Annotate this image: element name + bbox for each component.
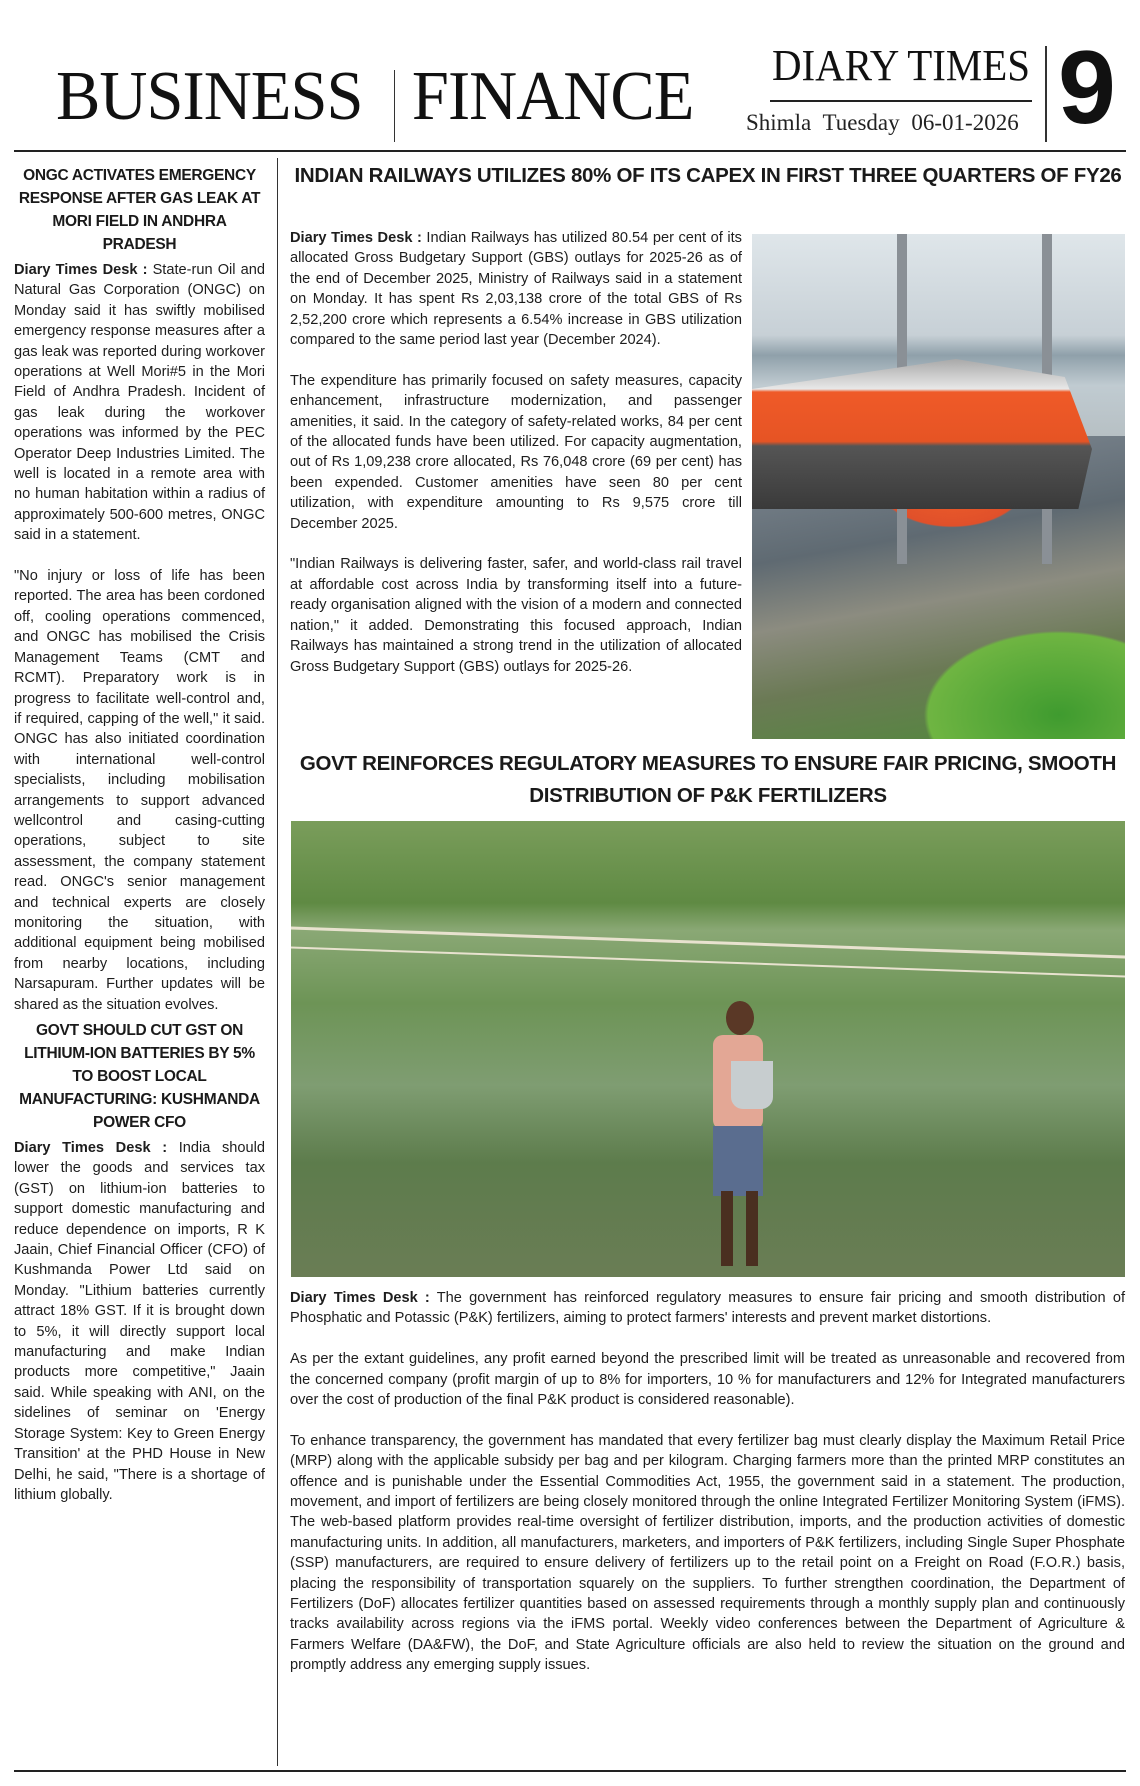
page-number-divider [1045,46,1047,142]
byline: Diary Times Desk : [14,1140,168,1157]
railways-headline: INDIAN RAILWAYS UTILIZES 80% OF ITS CAPEX IN FIRST THREE QUARTERS OF FY26 [294,164,1122,187]
top-rule [14,150,1126,152]
section-finance: FINANCE [411,58,694,135]
ongc-headline: ONGC ACTIVATES EMERGENCY RESPONSE AFTER GAS LEAK AT MORI FIELD IN ANDHRA PRADESH [18,167,261,253]
paragraph: "Indian Railways is delivering faster, safer, and world-class rail travel at affordable cost across India by transforming itself into a future-ready organisation aligned with the vision of a modern and connected nation," it added. Demonstrating this focused approach, Indian Railways has maintained a strong trend in the utilization of allocated Gross Budgetary Support (GBS) outlays for 2025-26. [290,556,742,675]
city: Shimla [746,110,812,135]
farmer-field-photo [291,821,1125,1277]
paragraph: To enhance transparency, the government has mandated that every fertilizer bag must clearly display the Maximum Retail Price (MRP) along with the applicable subsidy per bag and per kilogram. Charging farmers more than the printed MRP constitutes an offence and is punishable under the Essential Commodities Act, 1955, the government said in a statement. The production, movement, and import of fertilizers are being closely monitored through the online Integrated Fertilizer Monitoring System (iFMS). The web-based platform provides real-time oversight of fertilizer distribution, imports, and the production activities of domestic manufacturing units. In addition, all manufacturers, marketers, and importers of P&K fertilizers, including Single Super Phosphate (SSP) manufacturers, are required to ensure delivery of fertilizers up to the retail point on a Freight on Road (F.O.R.) basis, placing the responsibility of transportation squarely on the suppliers. To further strengthen coordination, the Department of Fertilizers (DoF) allocates fertilizer quantities based on assessed requirements through a monthly supply plan and continuously tracks availability across regions via the iFMS portal. Weekly video conferences between the Department of Agriculture & Farmers Welfare (DA&FW), the DoF, and State Agriculture officials are also held to review the situation on the ground and promptly address any emerging supply issues. [290,1432,1125,1674]
train-photo [752,234,1125,739]
paragraph: As per the extant guidelines, any profit earned beyond the prescribed limit will be treated as unreasonable and recovered from the concerned company (profit margin of up to 8% for importers, 10 % for manufacturers and 12% for Integrated manufacturers over the cost of production of the final P&K product is considered reasonable). [290,1351,1125,1409]
fertilizer-headline: GOVT REINFORCES REGULATORY MEASURES TO ENSURE FAIR PRICING, SMOOTH DISTRIBUTION OF P&K FERTILIZERS [299,752,1117,807]
paragraph: India should lower the goods and services tax (GST) on lithium-ion batteries to support domestic manufacturing and reduce dependence on imports, R K Jaain, Chief Financial Officer (CFO) of Kushmanda Power Ltd said on Monday. "Lithium batteries currently attract 18% GST. If it is brought down to 5%, it will directly support local manufacturing and make Indian products more competitive," Jaain said. While speaking with ANI, on the sidelines of seminar on 'Energy Storage System: Key to Green Energy Transition' at the PHD House in New Delhi, he said, "There is a shortage of lithium globally. [14,1140,265,1503]
paragraph: "No injury or loss of life has been reported. The area has been cordoned off, cooling operations commenced, and ONGC has mobilised the Crisis Management Teams (CMT and RCMT). Preparatory work is in progress to facilitate well-control and, if required, capping of the well," it said. ONGC has also initiated coordination with international well-control specialists, including mobilisation arrangements to support advanced wellcontrol and casing-cutting operations, subject to site assessment, the company statement read. ONGC's senior management and technical experts are closely monitoring the situation, with additional equipment being mobilised from nearby locations, including Narsapuram. Further updates will be shared as the situation evolves. [14,568,265,1013]
column-divider [277,158,278,1766]
ongc-article [14,260,265,1015]
paragraph: The expenditure has primarily focused on safety measures, capacity enhancement, infrastructure modernization, and passenger amenities, it said. In the category of safety-related works, 84 per cent of the allocated funds have been utilized. For capacity augmentation, out of Rs 1,09,238 crore allocated, Rs 76,048 crore (69 per cent) has been expended. Customer amenities have seen 80 per cent utilization, with expenditure amounting to Rs 9,575 crore till December 2025. [290,372,742,532]
paragraph: Indian Railways has utilized 80.54 per cent of its allocated Gross Budgetary Support (GBS) outlays for 2025-26 as of the end of December 2025, Ministry of Railways said in a statement on Monday. It has spent Rs 2,03,138 crore of the total GBS of Rs 2,52,200 crore which represents a 6.54% increase in GBS utilization compared to the same period last year (December 2024). [290,230,742,349]
left-column [14,164,265,1526]
paragraph: The government has reinforced regulatory measures to ensure fair pricing and smooth distribution of Phosphatic and Potassic (P&K) fertilizers, aiming to protect farmers' interests and prevent market distortions. [290,1290,1125,1327]
byline: Diary Times Desk : [14,262,148,278]
dateline [746,110,1019,136]
bottom-rule [14,1770,1126,1772]
paragraph: State-run Oil and Natural Gas Corporation (ONGC) on Monday said it has swiftly mobilised emergency response measures after a gas leak was reported during workover operations at Well Mori#5 in the Mori Field of Andhra Pradesh. Incident of gas leak during the workover operations was informed by the PEC Operator Deep Industries Limited. The well is located in a remote area with no human habitation within a radius of approximately 500-600 metres, ONGC said in a statement. [14,262,265,544]
fertilizer-article [290,1288,1125,1696]
gst-headline: GOVT SHOULD CUT GST ON LITHIUM-ION BATTERIES BY 5% TO BOOST LOCAL MANUFACTURING: KUSHMANDA POWER CFO [19,1022,260,1132]
day: Tuesday [822,110,900,135]
byline: Diary Times Desk : [290,1290,430,1306]
brand-name: DIARY TIMES [772,41,1031,90]
date: 06-01-2026 [911,110,1019,135]
gst-article [14,1138,265,1505]
railways-article [290,228,742,697]
page-number: 9 [1058,30,1116,146]
masthead-divider [394,70,395,142]
brand-underline [770,100,1032,102]
byline: Diary Times Desk : [290,230,422,246]
section-business: BUSINESS [56,58,363,135]
section-title [56,58,694,135]
